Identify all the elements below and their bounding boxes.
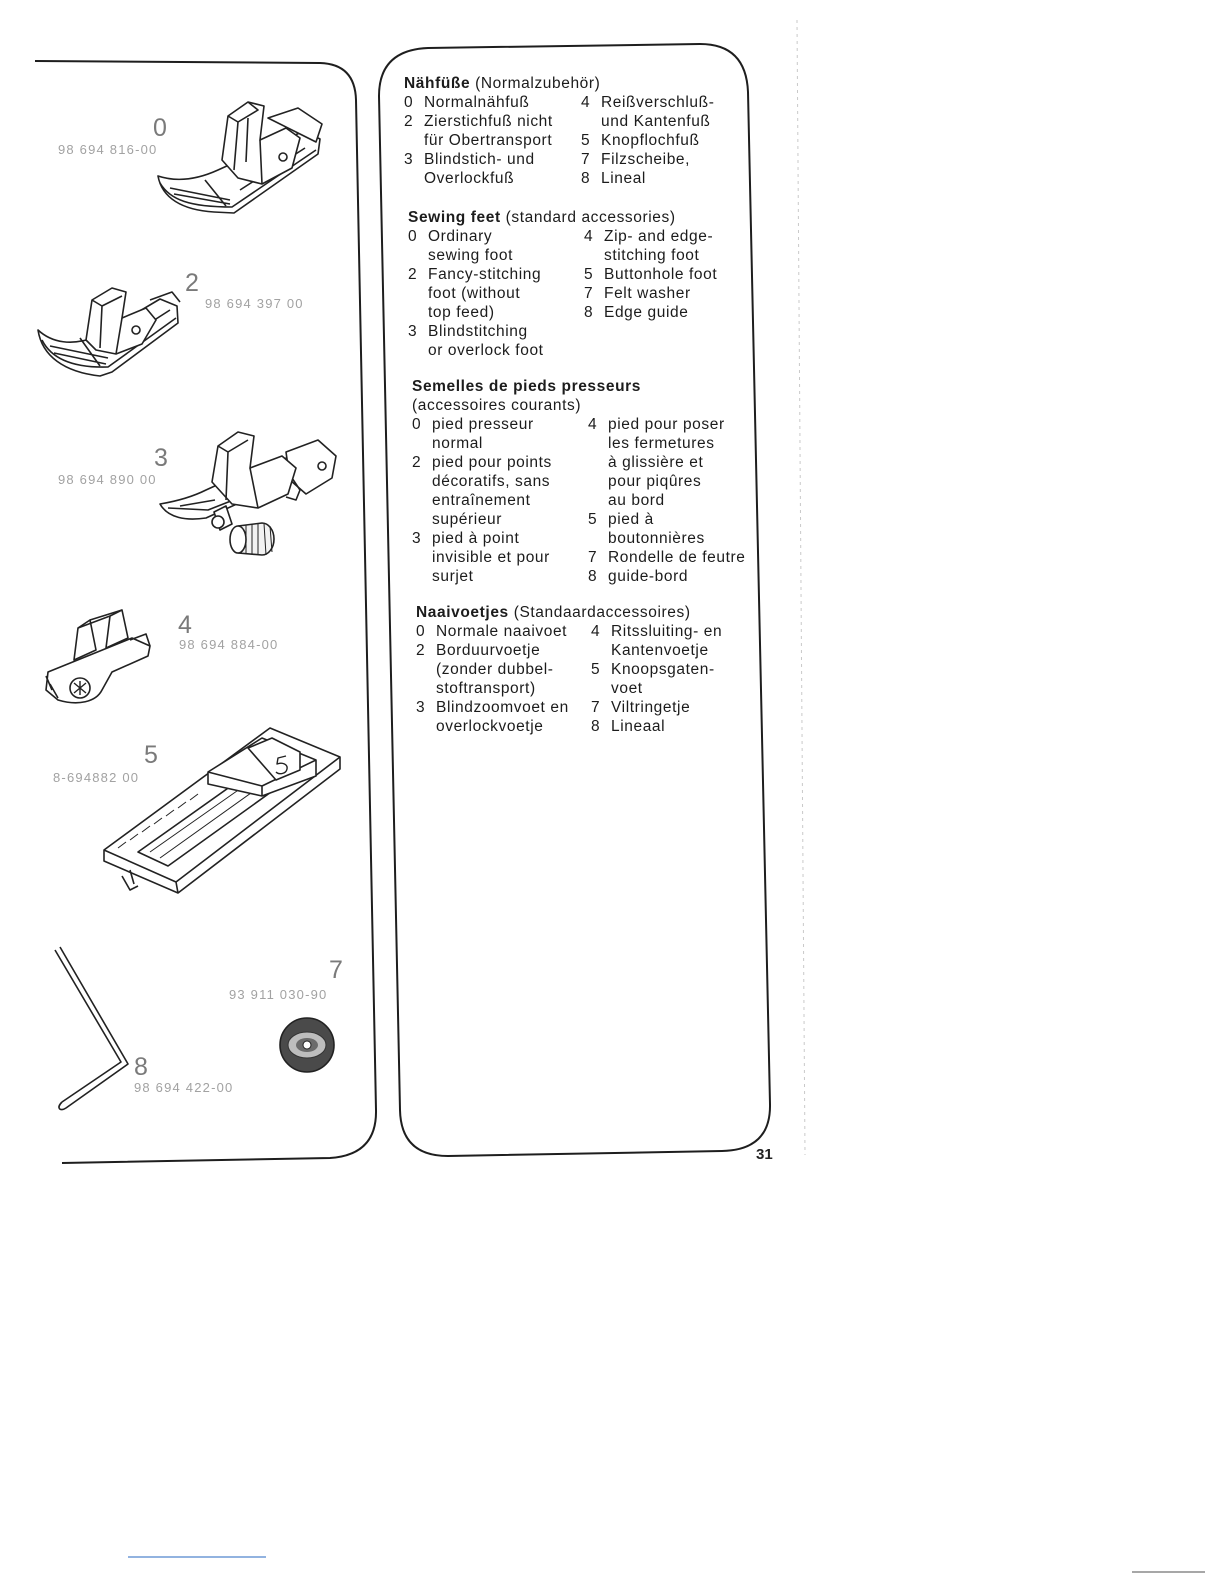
item-line: pied pour poser — [608, 416, 725, 433]
zipper-foot-4-illustration — [46, 610, 150, 703]
list-item — [584, 303, 717, 322]
item-number: 4 — [581, 94, 591, 111]
part-number-4: 98 694 884-00 — [179, 637, 279, 652]
item-text — [611, 622, 722, 660]
list-item — [591, 660, 722, 698]
part-number-7: 93 911 030-90 — [229, 987, 328, 1002]
item-text — [424, 112, 553, 150]
list-item — [591, 622, 722, 660]
item-line: Normale naaivoet — [436, 623, 568, 640]
section-title-rest: (standard accessories) — [505, 209, 676, 226]
item-text — [604, 265, 717, 284]
section-english — [408, 208, 717, 360]
list-item — [581, 169, 714, 188]
item-line: sewing foot — [428, 247, 514, 264]
item-line: à glissière et — [608, 454, 704, 471]
item-text — [608, 567, 688, 586]
section-title-bold: Naaivoetjes — [416, 604, 509, 621]
item-text — [432, 529, 550, 586]
scan-edge-line — [797, 20, 805, 1155]
item-line: Zip- and edge- — [604, 228, 714, 245]
item-line: normal — [432, 435, 483, 452]
item-line: Lineaal — [611, 718, 666, 735]
list-item — [581, 131, 714, 150]
section-french — [412, 377, 745, 586]
edge-guide-8-illustration — [55, 947, 128, 1110]
item-number: 7 — [588, 549, 598, 566]
item-number: 4 — [588, 416, 598, 433]
list-item — [416, 698, 591, 736]
sewing-foot-3-illustration — [160, 432, 336, 555]
list-item — [584, 284, 717, 303]
item-text — [424, 93, 529, 112]
figure-number-4: 4 — [178, 611, 192, 639]
item-line: Knoopsgaten- — [611, 661, 715, 678]
item-line: Lineal — [601, 170, 646, 187]
list-item — [591, 717, 722, 736]
item-line: pour piqûres — [608, 473, 702, 490]
item-line: Fancy-stitching — [428, 266, 542, 283]
part-number-3: 98 694 890 00 — [58, 472, 157, 487]
figure-number-7: 7 — [329, 956, 343, 984]
item-number: 3 — [416, 699, 426, 716]
item-line: und Kantenfuß — [601, 113, 711, 130]
item-line: Blindzoomvoet en — [436, 699, 569, 716]
item-text — [608, 415, 725, 510]
item-line: Felt washer — [604, 285, 691, 302]
list-item — [584, 227, 717, 265]
item-text — [428, 322, 544, 360]
item-line: supérieur — [432, 511, 503, 528]
item-line: stitching foot — [604, 247, 700, 264]
list-item — [416, 622, 591, 641]
item-text — [601, 169, 646, 188]
figure-number-2: 2 — [185, 269, 199, 297]
item-number: 4 — [591, 623, 601, 640]
section-dutch — [416, 603, 722, 736]
list-item — [581, 150, 714, 169]
left-column — [408, 227, 584, 360]
item-line: Blindstitching — [428, 323, 528, 340]
figure-number-0: 0 — [153, 114, 167, 142]
list-item — [412, 529, 588, 586]
list-item — [588, 415, 745, 510]
list-item — [581, 93, 714, 131]
left-column — [416, 622, 591, 736]
item-line: Buttonhole foot — [604, 266, 718, 283]
sewing-foot-0-illustration — [158, 102, 322, 213]
item-number: 2 — [416, 642, 426, 659]
item-number: 7 — [591, 699, 601, 716]
figure-number-8: 8 — [134, 1053, 148, 1081]
item-line: surjet — [432, 568, 474, 585]
item-line: Kantenvoetje — [611, 642, 709, 659]
item-line: guide-bord — [608, 568, 689, 585]
item-text — [604, 227, 713, 265]
item-line: Rondelle de feutre — [608, 549, 746, 566]
item-columns — [412, 415, 745, 586]
item-line: Normalnähfuß — [424, 94, 530, 111]
item-line: boutonnières — [608, 530, 705, 547]
item-line: les fermetures — [608, 435, 715, 452]
list-item — [588, 567, 745, 586]
item-line: Blindstich- und — [424, 151, 535, 168]
item-columns — [404, 93, 714, 188]
list-item — [408, 322, 584, 360]
item-text — [611, 698, 690, 717]
right-column — [584, 227, 717, 360]
right-column — [581, 93, 714, 188]
item-text — [604, 303, 688, 322]
list-item — [588, 510, 745, 548]
item-line: entraînement — [432, 492, 531, 509]
part-number-2: 98 694 397 00 — [205, 296, 304, 311]
figure-number-5: 5 — [144, 741, 158, 769]
item-number: 2 — [408, 266, 418, 283]
item-text — [601, 93, 714, 131]
item-line: Borduurvoetje — [436, 642, 541, 659]
section-title — [412, 377, 745, 396]
item-line: Reißverschluß- — [601, 94, 715, 111]
page-number-text: 31 — [756, 1146, 773, 1163]
item-number: 3 — [408, 323, 418, 340]
item-text — [436, 641, 554, 698]
item-line: foot (without — [428, 285, 521, 302]
item-line: Zierstichfuß nicht — [424, 113, 553, 130]
section-subtitle: (accessoires courants) — [412, 397, 582, 414]
list-item — [404, 150, 581, 188]
right-column — [588, 415, 745, 586]
item-line: invisible et pour — [432, 549, 550, 566]
item-number: 7 — [584, 285, 594, 302]
item-number: 2 — [412, 454, 422, 471]
list-item — [404, 112, 581, 150]
item-number: 5 — [591, 661, 601, 678]
item-line: Knopflochfuß — [601, 132, 700, 149]
buttonhole-foot-5-illustration — [104, 728, 340, 893]
part-number-8: 98 694 422-00 — [134, 1080, 234, 1095]
section-title — [416, 603, 722, 622]
item-text — [601, 150, 690, 169]
item-text — [611, 660, 715, 698]
item-line: au bord — [608, 492, 665, 509]
item-number: 0 — [404, 94, 414, 111]
item-number: 8 — [581, 170, 591, 187]
list-item — [412, 453, 588, 529]
item-line: or overlock foot — [428, 342, 544, 359]
part-number-0: 98 694 816-00 — [58, 142, 158, 157]
item-line: (zonder dubbel- — [436, 661, 554, 678]
item-line: stoftransport) — [436, 680, 536, 697]
section-title-bold: Semelles de pieds presseurs — [412, 378, 642, 395]
section-german — [404, 74, 714, 188]
item-line: Edge guide — [604, 304, 689, 321]
item-text — [604, 284, 691, 303]
item-text — [428, 227, 513, 265]
item-number: 7 — [581, 151, 591, 168]
list-item — [584, 265, 717, 284]
item-line: Viltringetje — [611, 699, 691, 716]
section-title-rest: (Normalzubehör) — [475, 75, 601, 92]
item-number: 5 — [584, 266, 594, 283]
sewing-foot-2-illustration — [38, 288, 180, 376]
item-text — [436, 698, 569, 736]
item-line: pied pour points — [432, 454, 552, 471]
item-number: 8 — [588, 568, 598, 585]
item-line: pied à — [608, 511, 654, 528]
item-number: 5 — [588, 511, 598, 528]
item-line: décoratifs, sans — [432, 473, 551, 490]
item-columns — [416, 622, 722, 736]
item-number: 2 — [404, 113, 414, 130]
item-text — [611, 717, 665, 736]
item-text — [424, 150, 535, 188]
felt-washer-7-illustration — [280, 1018, 334, 1072]
item-line: Ritssluiting- en — [611, 623, 723, 640]
item-text — [428, 265, 541, 322]
section-title — [404, 74, 714, 93]
page-number — [756, 1146, 782, 1163]
list-item — [408, 227, 584, 265]
item-line: Filzscheibe, — [601, 151, 691, 168]
item-number: 0 — [416, 623, 426, 640]
item-columns — [408, 227, 717, 360]
item-number: 3 — [404, 151, 414, 168]
right-column — [591, 622, 722, 736]
item-text — [601, 131, 700, 150]
list-item — [588, 548, 745, 567]
left-column — [404, 93, 581, 188]
item-number: 0 — [412, 416, 422, 433]
item-number: 8 — [584, 304, 594, 321]
section-title-bold: Sewing feet — [408, 209, 501, 226]
list-item — [408, 265, 584, 322]
item-line: pied presseur — [432, 416, 534, 433]
item-number: 0 — [408, 228, 418, 245]
list-item — [412, 415, 588, 453]
item-line: Overlockfuß — [424, 170, 515, 187]
item-line: top feed) — [428, 304, 495, 321]
item-line: pied à point — [432, 530, 520, 547]
item-text — [436, 622, 567, 641]
item-text — [432, 415, 534, 453]
left-column — [412, 415, 588, 586]
section-title — [408, 208, 717, 227]
list-item — [416, 641, 591, 698]
part-number-5: 8-694882 00 — [53, 770, 140, 785]
item-line: für Obertransport — [424, 132, 553, 149]
item-text — [432, 453, 552, 529]
list-item — [404, 93, 581, 112]
item-number: 3 — [412, 530, 422, 547]
item-line: voet — [611, 680, 643, 697]
figure-number-3: 3 — [154, 444, 168, 472]
item-line: Ordinary — [428, 228, 493, 245]
item-number: 5 — [581, 132, 591, 149]
item-number: 4 — [584, 228, 594, 245]
section-title-bold: Nähfüße — [404, 75, 471, 92]
item-text — [608, 548, 745, 567]
section-title-rest: (Standaardaccessoires) — [513, 604, 691, 621]
item-number: 8 — [591, 718, 601, 735]
item-text — [608, 510, 705, 548]
list-item — [591, 698, 722, 717]
item-line: overlockvoetje — [436, 718, 544, 735]
